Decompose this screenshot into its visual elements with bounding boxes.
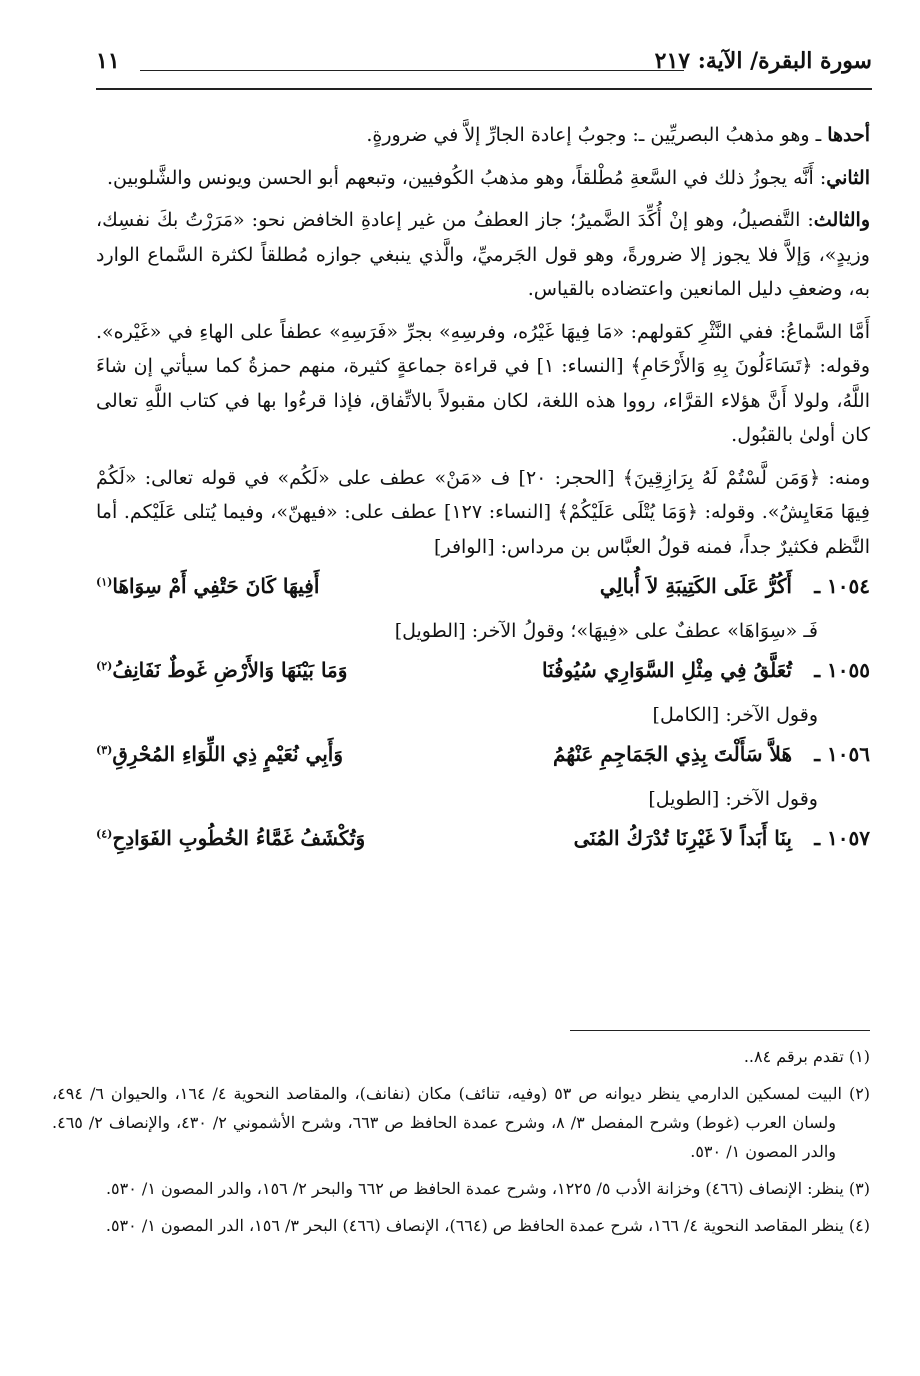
header-leader-line	[140, 70, 684, 71]
footnote: (٤) ينظر المقاصد النحوية ٤/ ١٦٦، شرح عمدة الحافظ ص (٦٦٤)، الإنصاف (٤٦٦) البحر ٣/ ١٥٦، الدر المصون ١/ ٥٣٠.	[105, 1216, 870, 1235]
verse-line	[96, 572, 870, 614]
paragraph-sama	[96, 315, 870, 453]
running-header	[96, 44, 872, 92]
paragraph-examples	[96, 461, 870, 565]
verse-second-hemistich: وَتُكْشَفُ غَمَّاءُ الخُطُوبِ الفَوَادِحِ$^{(٤)}$	[96, 826, 366, 850]
paragraph-second	[96, 161, 870, 196]
verse-transition: وقول الآخر: [الطويل]	[648, 788, 818, 810]
page-number: ١١	[96, 48, 120, 74]
paragraph-third	[96, 203, 870, 307]
verse-number: ١٠٥٧ ـ	[814, 826, 870, 850]
verse-line	[96, 740, 870, 782]
verse-second-hemistich: أَفِيهَا كَانَ حَتْفِي أَمْ سِوَاهَا$^{(١)}$	[96, 574, 320, 598]
paragraph-lead: الثاني	[826, 166, 870, 189]
verse-number: ١٠٥٤ ـ	[814, 574, 870, 598]
paragraph-first	[96, 118, 870, 153]
footnotes	[52, 1042, 870, 1248]
paragraph-text: : أَنَّه يجوزُ ذلك في السَّعةِ مُطْلقاً، وهو مذهبُ الكُوفيين، وتبعهم أبو الحسن ويونس والشَّلوبين.	[107, 166, 827, 189]
verse-second-hemistich: وَمَا بَيْنَهَا وَالأَرْضِ غَوطٌ نَفَانِفُ$^{(٢)}$	[96, 658, 348, 682]
footnote: (١) تقدم برقم ٨٤..	[743, 1047, 870, 1066]
verse-line	[96, 656, 870, 698]
verse-transition: فَـ «سِوَاهَا» عطفٌ على «فِيهَا»؛ وقولُ الآخر: [الطويل]	[394, 620, 818, 642]
paragraph-text: ومنه: ﴿وَمَن لَّسْتُمْ لَهُ بِرَازِقِينَ﴾ [الحجر: ٢٠] ف «مَنْ» عطف على «لَكُم» في قوله تعالى: «لَكُمْ فِيهَا مَعَايِشُ». وقوله: ﴿وَمَا يُتْلَى عَلَيْكُمْ﴾ [النساء: ١٢٧] عطف على: «فيهنّ»، وفيما يُتلى عَلَيْكم. أما النَّظم فكثيرٌ جداً، فمنه قولُ العبَّاس بن مرداس: [الوافر]	[96, 466, 870, 558]
footnote-ref: (١)	[96, 575, 113, 589]
header-rule	[96, 88, 872, 90]
paragraph-text: أَمَّا السَّماعُ: ففي النَّثْرِ كقولهم: «مَا فِيهَا غَيْرُه، وفرسِهِ» بجرِّ «فَرَسِهِ» عطفاً على الهاءِ في «غَيْره». وقوله: ﴿تَسَاءَلُونَ بِهِ وَالأَرْحَامِ﴾ [النساء: ١] في قراءة جماعةٍ كثيرة، منهم حمزةُ كما سيأتي إن شاءَ اللَّهُ، ولولا أَنَّ هؤلاء القرَّاء، رووا هذه اللغة، لكان مقبولاً بالاتِّفاق، فإذا قرءُوا بها في كتاب اللَّهِ تعالى كان أولىٰ بالقبُول.	[96, 320, 870, 446]
surah-title: سورة البقرة/ الآية: ٢١٧	[654, 48, 872, 74]
verse-second-hemistich: وَأَبِي نُعَيْمٍ ذِي اللِّوَاءِ المُحْرِقِ$^{(٣)}$	[96, 742, 344, 766]
verse-first-hemistich: هَلاَّ سَأَلْتَ بِذِي الجَمَاجِمِ عَنْهُمُ	[552, 742, 792, 766]
footnote-ref: (٣)	[96, 743, 113, 757]
verse-first-hemistich: تُعَلَّقُ فِي مِثْلِ السَّوَارِي سُيُوفُنَا	[542, 658, 792, 682]
paragraph-lead: أحدها	[827, 124, 870, 146]
paragraph-text: ـ وهو مذهبُ البصريِّين ـ: وجوبُ إعادة الجارِّ إلاَّ في ضرورةٍ.	[366, 124, 828, 146]
verse-first-hemistich: بِنَا أَبَداً لاَ غَيْرِنَا تُدْرَكُ المُنَى	[573, 826, 792, 850]
paragraph-text: : التَّفصيلُ، وهو إنْ أُكِّدَ الضَّميرُ؛ جاز العطفُ من غير إعادةِ الخافض نحو: «مَرَرْتُ بكَ نفسِك، وزيدٍ»، وَإلاَّ فلا يجوز إلا ضرورةً، وهو قول الجَرميِّ، والَّذي ينبغي جوازه مُطلقاً لكثرة السَّماع الوارد به، وضعفِ دليل المانعين واعتضاده بالقياس.	[96, 209, 870, 300]
footnote-ref: (٢)	[96, 659, 113, 673]
verse-first-hemistich: أَكُرُّ عَلَى الكَتِيبَةِ لاَ أُبالِي	[599, 574, 792, 598]
footnote: (٢) البيت لمسكين الدارمي ينظر ديوانه ص ٥٣ (وفيه، تنائف) مكان (نفانف)، والمقاصد النحوية ٤/ ١٦٤، والحيوان ٦/ ٤٩٤، ولسان العرب (غوط) وشرح المفصل ٣/ ٨، وشرح عمدة الحافظ ص ٦٦٣، وشرح الأشموني ٢/ ٤٣٠، والإنصاف ٢/ ٤٦٥. والدر المصون ١/ ٥٣٠.	[52, 1084, 871, 1161]
paragraph-lead: والثالث	[813, 209, 870, 231]
verse-number: ١٠٥٦ ـ	[814, 742, 870, 766]
main-text	[96, 118, 870, 866]
verse-line	[96, 824, 870, 866]
footnote: (٣) ينظر: الإنصاف (٤٦٦) وخزانة الأدب ٥/ ١٢٢٥، وشرح عمدة الحافظ ص ٦٦٢ والبحر ٢/ ١٥٦، والدر المصون ١/ ٥٣٠.	[105, 1179, 870, 1198]
verse-transition: وقول الآخر: [الكامل]	[652, 704, 818, 726]
footnote-separator	[570, 1030, 870, 1031]
verse-number: ١٠٥٥ ـ	[814, 658, 870, 682]
footnote-ref: (٤)	[96, 827, 113, 841]
